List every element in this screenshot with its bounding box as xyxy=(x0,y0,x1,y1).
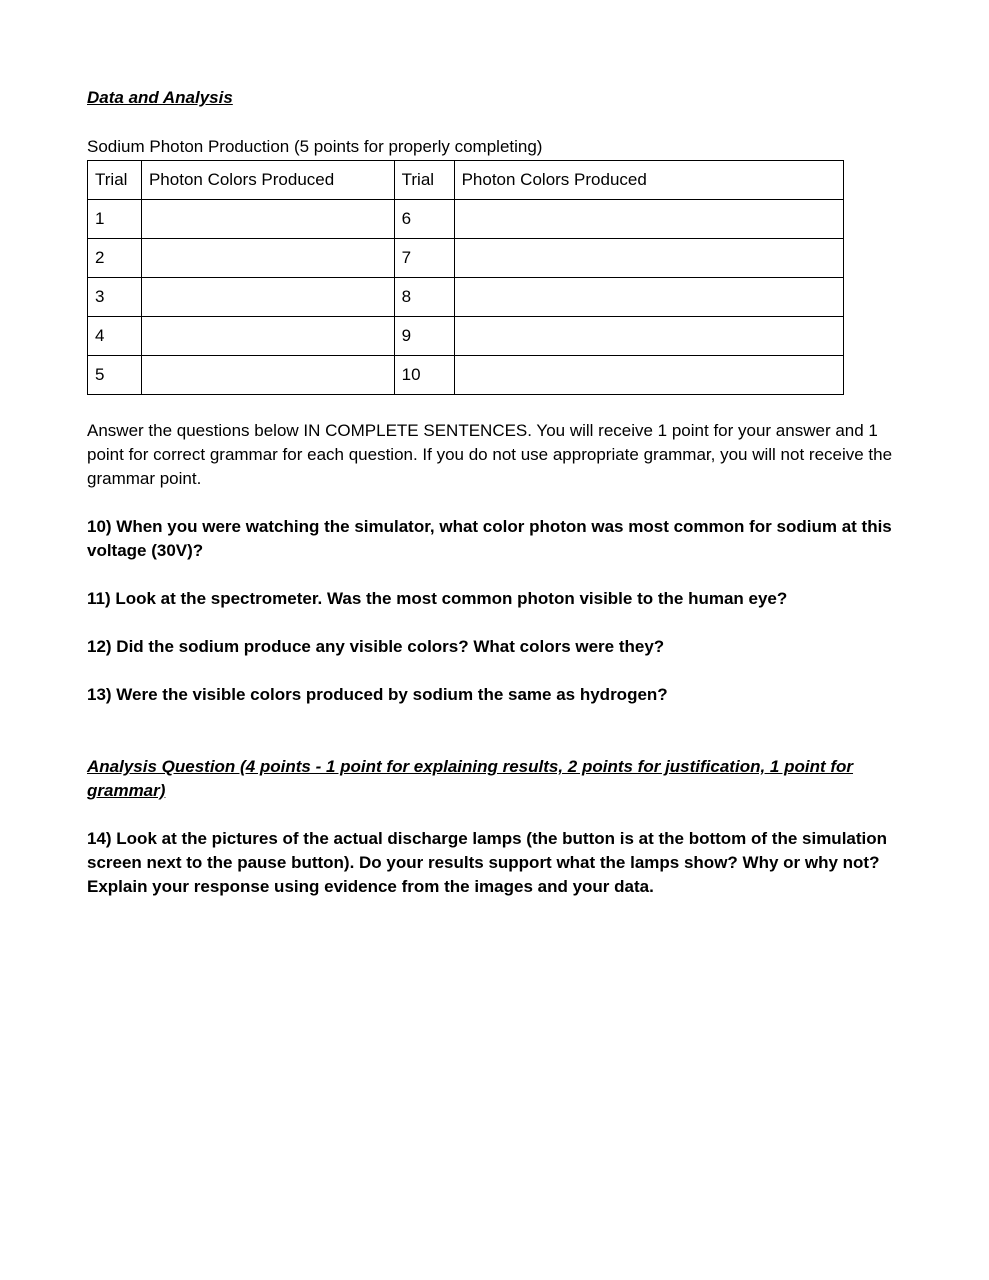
trial-cell: 3 xyxy=(88,278,142,317)
table-row xyxy=(88,200,844,239)
photon-colors-cell[interactable] xyxy=(454,356,843,395)
photon-colors-cell[interactable] xyxy=(454,278,843,317)
table-row xyxy=(88,356,844,395)
trial-cell: 4 xyxy=(88,317,142,356)
trial-cell: 5 xyxy=(88,356,142,395)
analysis-question-title: Analysis Question (4 points - 1 point for explaining results, 2 points for justification, 1 point for grammar) xyxy=(87,757,854,800)
photon-colors-cell[interactable] xyxy=(141,317,394,356)
trial-cell: 9 xyxy=(394,317,454,356)
trial-cell: 2 xyxy=(88,239,142,278)
header-photon-colors-2: Photon Colors Produced xyxy=(454,161,843,200)
trial-cell: 7 xyxy=(394,239,454,278)
trial-cell: 6 xyxy=(394,200,454,239)
photon-colors-cell[interactable] xyxy=(141,356,394,395)
question-13: 13) Were the visible colors produced by sodium the same as hydrogen? xyxy=(87,685,668,704)
instructions-paragraph: Answer the questions below IN COMPLETE SENTENCES. You will receive 1 point for your answer and 1 point for correct grammar for each question. If you do not use appropriate grammar, you will not receive the grammar point. xyxy=(87,421,893,488)
header-trial-1: Trial xyxy=(88,161,142,200)
header-trial-2: Trial xyxy=(394,161,454,200)
table-caption: Sodium Photon Production (5 points for properly completing) xyxy=(87,137,543,156)
trial-cell: 1 xyxy=(88,200,142,239)
section-title: Data and Analysis xyxy=(87,88,233,107)
question-12: 12) Did the sodium produce any visible colors? What colors were they? xyxy=(87,637,665,656)
header-photon-colors-1: Photon Colors Produced xyxy=(141,161,394,200)
photon-colors-cell[interactable] xyxy=(454,200,843,239)
trial-cell: 8 xyxy=(394,278,454,317)
photon-colors-cell[interactable] xyxy=(141,278,394,317)
photon-colors-cell[interactable] xyxy=(141,200,394,239)
table-row xyxy=(88,317,844,356)
photon-colors-cell[interactable] xyxy=(454,317,843,356)
question-14: 14) Look at the pictures of the actual discharge lamps (the button is at the bottom of the simulation screen next to the pause button). Do your results support what the lamps show? Why or why not? Explain your response using evidence from the images and your data. xyxy=(87,829,888,896)
table-row xyxy=(88,239,844,278)
photon-colors-cell[interactable] xyxy=(141,239,394,278)
document-page xyxy=(87,86,907,899)
sodium-photon-table xyxy=(87,160,844,395)
table-header-row xyxy=(88,161,844,200)
table-row xyxy=(88,278,844,317)
trial-cell: 10 xyxy=(394,356,454,395)
photon-colors-cell[interactable] xyxy=(454,239,843,278)
question-10: 10) When you were watching the simulator, what color photon was most common for sodium at this voltage (30V)? xyxy=(87,517,892,560)
question-11: 11) Look at the spectrometer. Was the most common photon visible to the human eye? xyxy=(87,589,788,608)
